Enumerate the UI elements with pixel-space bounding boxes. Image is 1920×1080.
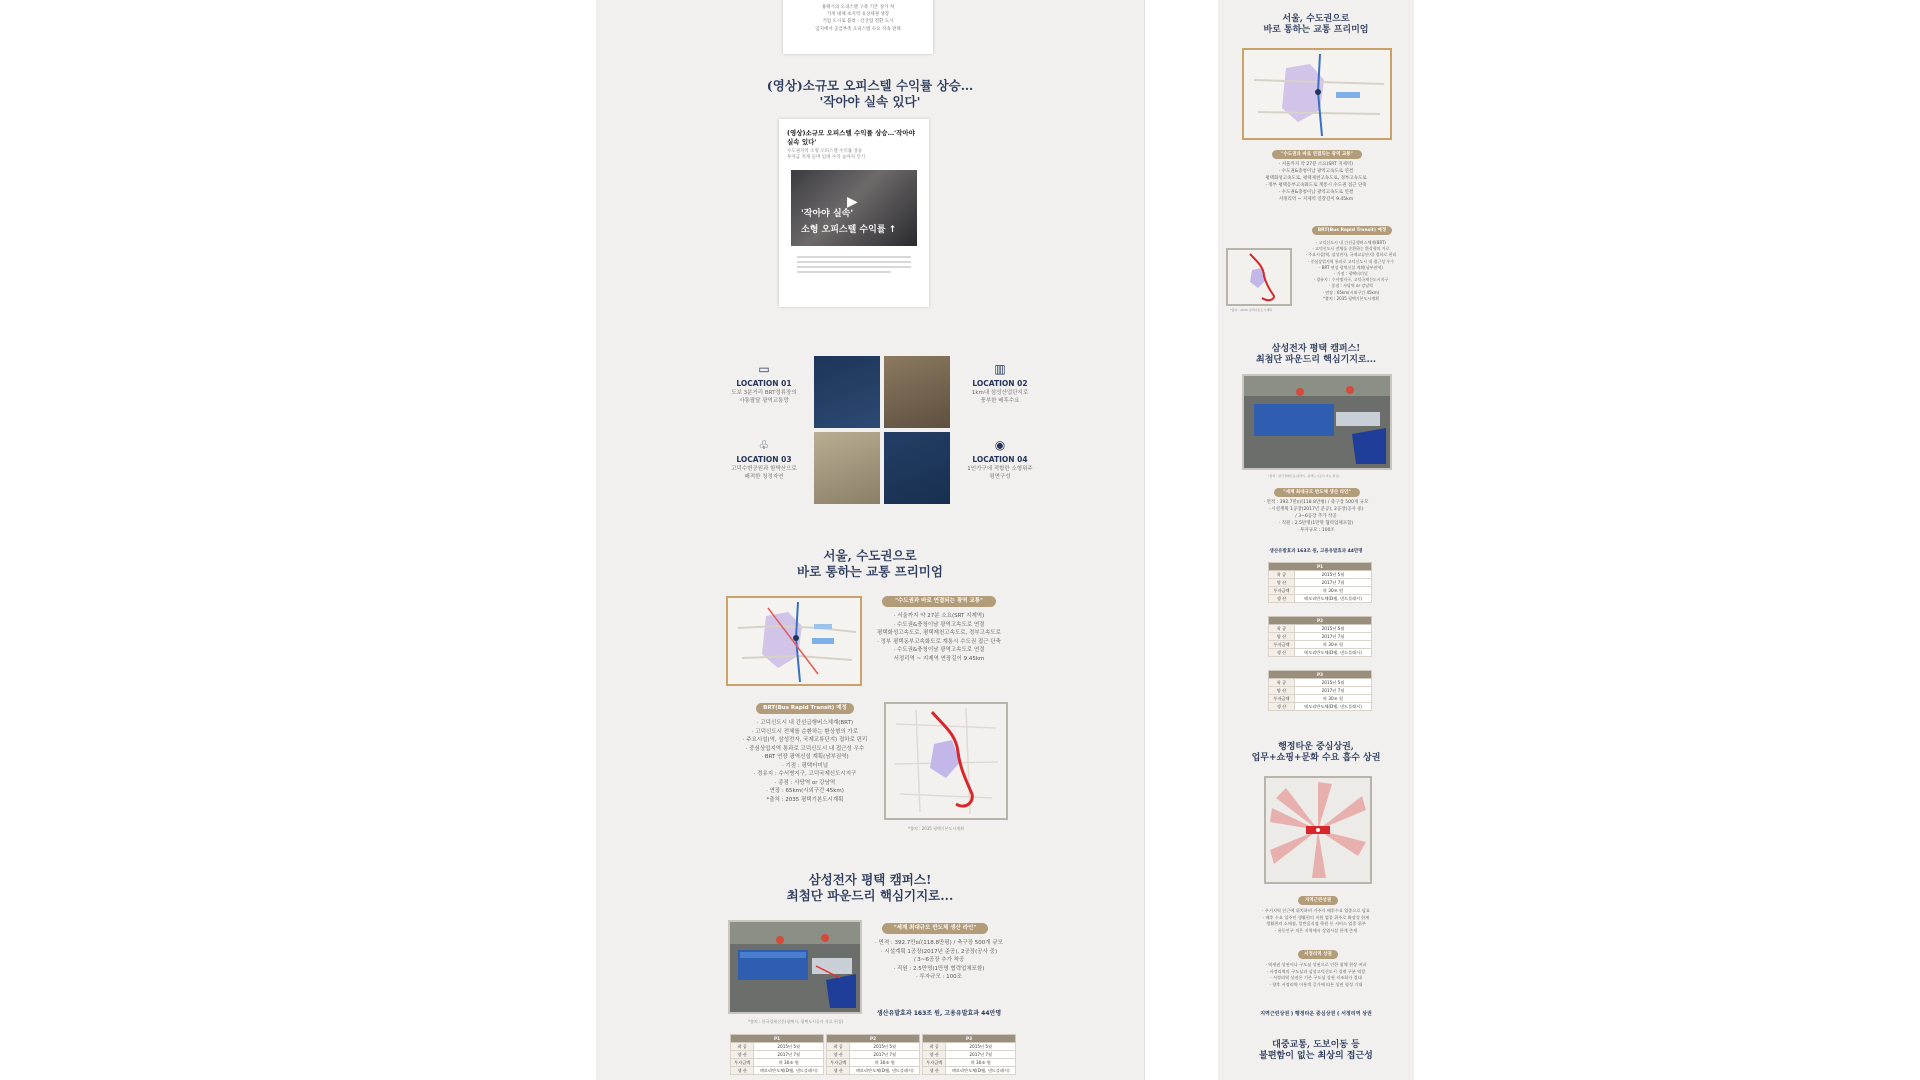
table-key: 투자금액 (1269, 641, 1295, 649)
brt-bullet: · 종점 : 사당역 or 강남역 (774, 779, 836, 786)
factory-icon: ▥ (994, 362, 1006, 376)
article-heading-line1: (영상)소규모 오피스텔 수익률 상승… (766, 78, 974, 93)
traffic-bullet: · 수도권&충청이남 광역고속도로 연결 (893, 647, 985, 654)
table-key: 투자금액 (731, 1059, 754, 1067)
brt-bullet: · 연장 : 65km(시외구간 45km) (766, 788, 844, 795)
top-snippet-line: 가치 대체 초지역 유상세권 성장 (826, 12, 890, 18)
m-traffic-heading-line2: 바로 통하는 교통 프리미엄 (1263, 25, 1369, 36)
table-value: 메모리반도체(D램, 낸드플래시) (1295, 595, 1372, 603)
video-caption-1: '작아야 실속' (801, 208, 854, 219)
m-brt-bullet: · 종점 : 사당역 or 강남역 (1329, 283, 1373, 289)
m-samsung-table-p3 (1268, 670, 1372, 711)
m-traffic-heading (1218, 14, 1414, 37)
table-key: 양 산 (1269, 633, 1295, 641)
table-key: 착 공 (1269, 571, 1295, 579)
table-header: P2 (827, 1035, 920, 1043)
m-brt-bullet: · 연장 : 65km(시외구간 45km) (1322, 289, 1380, 295)
table-value: 2015년 5월 (850, 1043, 920, 1051)
m-brt-bullet: · 기점 : 평택터미널 (1334, 270, 1368, 276)
m-brt-badge: BRT(Bus Rapid Transit) 예정 (1312, 226, 1392, 235)
news-article-card[interactable] (779, 119, 929, 307)
location-desc: 풍부한 배후수요 (980, 397, 1020, 404)
traffic-badge: "수도권과 바로 연결되는 광역 교통" (882, 596, 996, 607)
m-samsung-badge: "세계 최대규모 반도체 생산 라인" (1274, 488, 1360, 497)
m-brt-bullet: · 주요시설(역, 삼성전자, 국제교류단지) 접하로 편리 (1305, 252, 1397, 258)
table-value: 2015년 5월 (1295, 571, 1372, 579)
location-pin-icon: ◉ (994, 438, 1006, 452)
m-samsung-bullet: · 직원 : 2.5만명(1만명 협력업체포함) (1278, 520, 1354, 526)
m-samsung-table-p2 (1268, 616, 1372, 657)
traffic-bullet: 평택화성고속도로, 평택제천고속도로, 경부고속도로 (877, 630, 1001, 637)
table-value: 약 30조 원 (1295, 587, 1372, 595)
m-commerce-heading-line1: 행정타운 중심상권, (1278, 742, 1354, 752)
m-samsung-campus-graphic (1244, 376, 1390, 468)
brt-bullets (730, 719, 880, 804)
traffic-bullet: 서정리역 ~ 지제역 연장길이 9.45km (893, 655, 985, 662)
m-brt-route-graphic (1228, 250, 1290, 304)
traffic-bullets (864, 612, 1014, 663)
samsung-heading-line2: 최첨단 파운드리 핵심기지로... (786, 887, 954, 903)
traffic-bullet: · 정부 평택동부고속화도로 계통시 수도권 접근 단축 (877, 638, 1001, 645)
m-traffic-bullet: 평택화성고속도로, 평택제천고속도로, 경부고속도로 (1265, 175, 1367, 181)
m-brt-map-source: *출처 : 2035 평택기본도시계획 (1230, 308, 1272, 312)
brt-bullet: · 고덕신도시 전체를 순환하는 환상형의 가로 (751, 728, 859, 735)
table-key: 생 산 (923, 1067, 946, 1075)
table-value: 메모리반도체(D램, 낸드플래시) (850, 1067, 920, 1075)
m-brt-bullet: · BRT 연장 광역신설 계획(남부권역) (1319, 264, 1383, 270)
table-key: 착 공 (1269, 625, 1295, 633)
m-samsung-effect: 생산유발효과 163조 원, 고용유발효과 44만명 (1269, 549, 1363, 554)
location-desc: 사통팔달 광역교통망 (739, 397, 789, 404)
m-commerce-badge-1: 지역근린상권 (1298, 896, 1338, 905)
news-article-title: (영상)소규모 오피스텔 수익률 상승…'작아야 실속 있다' (787, 129, 915, 146)
location-02 (954, 362, 1046, 405)
m-brt-bullet: *출처 : 2035 평택기본도시계획 (1323, 295, 1379, 301)
m-samsung-campus-photo (1242, 374, 1392, 470)
m-brt-bullet: · 고덕신도시 전체를 순환하는 환상형의 가로 (1312, 246, 1390, 252)
samsung-effect: 생산유발효과 163조 원, 고용유발효과 44만명 (876, 1010, 1002, 1017)
location-photo-4 (884, 432, 950, 504)
table-key: 생 산 (731, 1067, 754, 1075)
traffic-map[interactable] (726, 596, 862, 686)
m-traffic-heading-line1: 서울, 수도권으로 (1282, 14, 1350, 24)
brt-bullet: *출처 : 2035 평택기본도시계획 (766, 796, 844, 803)
location-photo-3 (814, 432, 880, 504)
m-traffic-map-graphic (1244, 50, 1390, 138)
brt-bullet: · 기점 : 평택터미널 (781, 762, 829, 769)
table-value: 약 30조 원 (946, 1059, 1016, 1067)
news-article-subtitle: 투자금 적게 들며 임대 수익 높아져 인기 (787, 155, 866, 161)
m-commerce-bullet: · 유동인구 적은 지역에서 상업시설 한계 존재 (1274, 927, 1358, 933)
traffic-bullet: · 수도권&충청이남 광역고속도로 연결 (893, 621, 985, 628)
m-access-heading-line1: 대중교통, 도보이동 등 (1272, 1040, 1360, 1050)
table-value: 약 30조 원 (754, 1059, 824, 1067)
samsung-campus-photo (728, 920, 862, 1014)
location-title: LOCATION 02 (972, 379, 1028, 388)
brt-route-map[interactable] (884, 702, 1008, 820)
top-article-card (783, 0, 933, 54)
table-header: P2 (1269, 617, 1372, 625)
location-01 (718, 362, 810, 405)
samsung-bullet: / 3~6공장 추가 착공 (913, 957, 965, 964)
table-value: 2015년 5월 (1295, 679, 1372, 687)
table-value: 메모리반도체(D램, 낸드플래시) (946, 1067, 1016, 1075)
samsung-photo-source: *출처 : 한국경제신문(평택시, 평택도시공사 자료 편집) (748, 1019, 844, 1024)
samsung-bullet: · 투자규모 : 100조 (916, 974, 962, 981)
traffic-heading-line2: 바로 통하는 교통 프리미엄 (797, 563, 943, 579)
table-key: 양 산 (1269, 579, 1295, 587)
location-photo-1 (814, 356, 880, 428)
table-value: 2017년 7월 (754, 1051, 824, 1059)
m-traffic-bullet: · 수도권&충청이남 광역고속도로 연결 (1278, 168, 1354, 174)
table-value: 2017년 7월 (1295, 687, 1372, 695)
news-video-thumbnail[interactable] (791, 170, 917, 246)
m-brt-bullets (1288, 240, 1414, 302)
traffic-map-graphic (728, 598, 860, 684)
m-traffic-bullet: · 서울까지 약 27분 소요(SRT 지제역) (1278, 162, 1354, 167)
brt-badge: BRT(Bus Rapid Transit) 예정 (756, 703, 854, 714)
m-samsung-heading-line2: 최첨단 파운드리 핵심기지로... (1256, 355, 1376, 366)
m-commerce-heading-line2: 업무+쇼핑+문화 수요 흡수 상권 (1251, 753, 1381, 764)
m-commerce-badge-2: 서정리역 상권 (1298, 950, 1338, 959)
bus-stop-icon: ▭ (758, 362, 770, 376)
samsung-bullets (864, 939, 1014, 982)
table-key: 생 산 (1269, 649, 1295, 657)
table-header: P3 (1269, 671, 1372, 679)
brt-bullet: · 중심상업지역 통과로 고덕신도시 내 접근성 우수 (745, 745, 865, 752)
m-brt-bullet: · 고덕신도시 내 간선급행버스체계(BRT) (1316, 240, 1386, 245)
table-key: 투자금액 (923, 1059, 946, 1067)
table-key: 생 산 (827, 1067, 850, 1075)
m-samsung-bullet: · 투자규모 : 100조 (1297, 527, 1335, 533)
brt-route-graphic (886, 704, 1006, 818)
samsung-table-p1 (730, 1034, 824, 1075)
traffic-heading-line1: 서울, 수도권으로 (823, 548, 917, 563)
samsung-bullet: · 시설계획 1공장(2017년 준공), 2공장(공사 중) (880, 948, 998, 955)
play-icon[interactable]: ▶ (847, 193, 858, 210)
m-brt-map[interactable] (1226, 248, 1292, 306)
m-traffic-bullet: 서정리역 ~ 지제역 연장길이 9.45km (1278, 196, 1354, 202)
m-samsung-photo-source: *출처 : 한국경제신문(평택시, 평택도시공사 자료 편집) (1268, 474, 1340, 478)
location-photo-2 (884, 356, 950, 428)
table-header: P3 (923, 1035, 1016, 1043)
m-brt-bullet: · 중심상업지역 통과로 고덕신도시 내 접근성 우수 (1307, 258, 1395, 264)
table-value: 2017년 7월 (850, 1051, 920, 1059)
table-key: 생 산 (1269, 703, 1295, 711)
table-key: 투자금액 (1269, 587, 1295, 595)
article-heading-line2: '작아야 실속 있다' (819, 93, 921, 109)
table-key: 양 산 (731, 1051, 754, 1059)
traffic-bullet: · 서울까지 약 27분 소요(SRT 지제역) (893, 613, 985, 619)
table-value: 2017년 7월 (1295, 633, 1372, 641)
samsung-heading (596, 872, 1144, 903)
location-desc: 쾌적한 청정자연 (744, 473, 784, 480)
location-desc: 고덕수변공원과 함박산으로 (731, 466, 797, 472)
m-traffic-bullet: · 수도권&충청이남 광역고속도로 연결 (1278, 189, 1354, 195)
detail-page-mobile[interactable] (1218, 0, 1414, 1080)
m-samsung-bullet: · 시설계획 1공장(2017년 준공), 2공장(공사 중) (1268, 506, 1364, 512)
m-commerce-bullet: · 주거지역 인근에 위치하며 거주자 배후수요 업종으로 필요 (1262, 908, 1370, 913)
table-value: 약 30조 원 (1295, 641, 1372, 649)
table-value: 2017년 7월 (946, 1051, 1016, 1059)
samsung-table-p3 (922, 1034, 1016, 1075)
trees-icon: ♧ (758, 438, 770, 452)
m-commerce-bullets-1 (1226, 908, 1406, 934)
location-03 (718, 438, 810, 481)
table-key: 투자금액 (1269, 695, 1295, 703)
table-key: 양 산 (1269, 687, 1295, 695)
table-key: 양 산 (923, 1051, 946, 1059)
m-samsung-bullets (1226, 500, 1406, 535)
m-commerce-heading (1218, 742, 1414, 765)
brt-bullet: · 고덕신도시 내 간선급행버스체계(BRT) (756, 720, 854, 726)
m-commerce-bullet: · 역세권 상권이나 구도심 상권으로 인한 침체 현상 여파 (1265, 962, 1367, 967)
top-snippet-line: 용택시의 오피스텔 구축 기존 상가 처 (821, 5, 895, 10)
table-header: P1 (731, 1035, 824, 1043)
table-value: 약 30조 원 (850, 1059, 920, 1067)
samsung-table-p2 (826, 1034, 920, 1075)
location-04 (954, 438, 1046, 481)
top-snippet-line: 입지에서 공급부족 오피스텔 수요 직속 전략 (815, 26, 901, 32)
table-key: 투자금액 (827, 1059, 850, 1067)
table-value: 2015년 5월 (946, 1043, 1016, 1051)
samsung-badge: "세계 최대규모 반도체 생산 라인" (882, 923, 988, 934)
article-text-line (797, 261, 911, 263)
left-panel-border-right (1144, 0, 1145, 1080)
article-heading (596, 78, 1144, 109)
traffic-heading (596, 548, 1144, 579)
article-text-line (797, 256, 911, 258)
m-access-heading (1218, 1040, 1414, 1063)
m-commerce-bullets-2 (1226, 962, 1406, 988)
table-key: 착 공 (1269, 679, 1295, 687)
brt-bullet: · 경유지 : 수서병지구, 고덕국제신도시지구 (753, 771, 857, 778)
m-commerce-map-graphic (1266, 778, 1370, 882)
samsung-campus-graphic (730, 922, 860, 1012)
table-value: 약 30조 원 (1295, 695, 1372, 703)
table-key: 착 공 (731, 1043, 754, 1051)
table-key: 양 산 (827, 1051, 850, 1059)
m-traffic-map[interactable] (1242, 48, 1392, 140)
table-value: 2015년 5월 (1295, 625, 1372, 633)
article-text-line (797, 266, 911, 268)
location-desc: 평면구성 (989, 473, 1011, 480)
m-access-heading-line2: 불편함이 없는 최상의 접근성 (1259, 1051, 1373, 1062)
location-desc: 도보 3분거리 BRT정류장의 (731, 390, 797, 396)
m-samsung-table-p1 (1268, 562, 1372, 603)
location-photo-grid (814, 356, 950, 504)
m-brt-bullet: · 경유지 : 수서병지구, 고덕국제신도시지구 (1313, 277, 1389, 283)
detail-page-left[interactable] (596, 0, 1144, 1080)
m-samsung-heading-line1: 삼성전자 평택 캠퍼스! (1271, 344, 1361, 354)
m-traffic-badge: "수도권과 바로 연결되는 광역 교통" (1272, 150, 1362, 159)
m-commerce-map[interactable] (1264, 776, 1372, 884)
m-samsung-heading (1218, 344, 1414, 367)
location-title: LOCATION 03 (736, 455, 792, 464)
table-key: 착 공 (827, 1043, 850, 1051)
m-commerce-bullet: · 배후 수요 입주민 생활편의 지원 업종 위주로 확장성 한계 (1262, 914, 1370, 920)
m-samsung-bullet: · 면적 : 392.7만㎡(118.8만평) / 축구장 500개 규모 (1263, 500, 1369, 505)
location-title: LOCATION 01 (736, 379, 792, 388)
table-value: 메모리반도체(D램, 낸드플래시) (754, 1067, 824, 1075)
m-commerce-hierarchy: 지역근린상권 ) 행정타운 중심상권 ( 서정리역 상권 (1260, 1011, 1372, 1017)
samsung-heading-line1: 삼성전자 평택 캠퍼스! (808, 872, 932, 887)
table-key: 생 산 (1269, 595, 1295, 603)
table-key: 착 공 (923, 1043, 946, 1051)
samsung-bullet: · 면적 : 392.7만㎡(118.8만평) / 축구장 500개 규모 (875, 940, 1003, 946)
location-title: LOCATION 04 (972, 455, 1028, 464)
location-desc: 1km내 삼성산업단지로 (971, 390, 1029, 396)
m-commerce-bullet: 생활편의 소매점, 일반음식점 학원 등 서비스 업종 위주 (1266, 921, 1366, 926)
top-snippet-line: 기업 도시로 불려 - 신산업 전환 도시 (822, 19, 894, 25)
samsung-bullet: · 직원 : 2.5만명(1만명 협력업체포함) (893, 965, 985, 972)
table-value: 메모리반도체(D램, 낸드플래시) (1295, 649, 1372, 657)
brt-bullet: · BRT 연장 광역신설 계획(남부권역) (761, 754, 849, 761)
article-text-line (797, 271, 891, 273)
table-header: P1 (1269, 563, 1372, 571)
table-value: 2017년 7월 (1295, 579, 1372, 587)
news-article-subtitle: 수도권지역 소형 오피스텔 수익률 상승 (787, 149, 863, 154)
m-commerce-bullet: · 향후 서정리역 이용객 증가에 따른 상권 형성 기대 (1269, 981, 1363, 987)
m-traffic-bullets (1226, 162, 1406, 204)
m-samsung-bullet: / 3~6공장 추가 착공 (1295, 513, 1337, 519)
table-value: 메모리반도체(D램, 낸드플래시) (1295, 703, 1372, 711)
brt-map-source: *출처 : 2035 평택기본도시계획 (908, 826, 964, 831)
m-traffic-bullet: · 정부 평택동부고속화도로 계통시 수도권 접근 단축 (1265, 182, 1367, 188)
table-value: 2015년 5월 (754, 1043, 824, 1051)
m-commerce-bullet: · 서정리역의 구도심과 삼성고덕신도시 경계 구분 역할 (1266, 968, 1366, 974)
brt-bullet: · 주요시설(역, 삼성전자, 국제교류단지) 접하로 편리 (742, 737, 868, 744)
location-desc: 1인가구에 적합한 소형위주 (967, 466, 1033, 472)
m-commerce-bullet: · 서정리역 상권은 기존 구도심 상권 지조화가 절대 (1270, 975, 1362, 980)
video-caption-2: 소형 오피스텔 수익률 ↑ (801, 224, 897, 235)
